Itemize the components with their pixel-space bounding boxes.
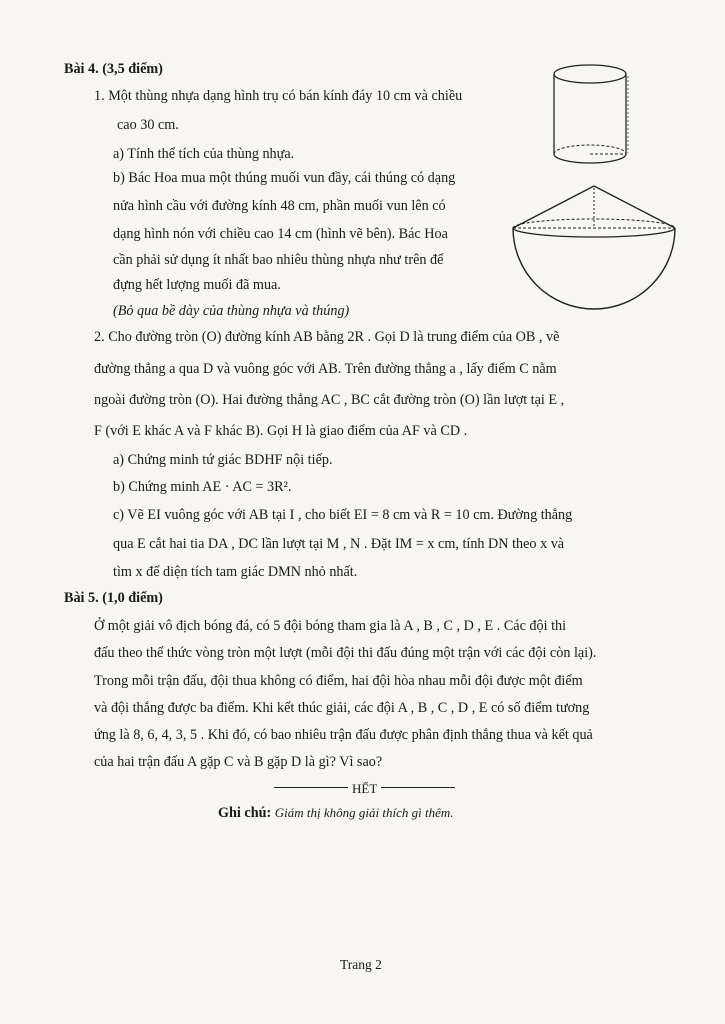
page-number: Trang 2: [340, 957, 382, 972]
end-rule-left: [274, 787, 348, 788]
p2-b: b) Chứng minh AE · AC = 3R².: [113, 479, 292, 495]
end-rule-right: [381, 787, 455, 788]
p1-note: (Bỏ qua bề dày của thùng nhựa và thúng): [113, 303, 350, 319]
bai5-line4: và đội thắng được ba điểm. Khi kết thúc giải, các đội A , B , C , D , E có số điểm tương: [94, 700, 590, 716]
p1-a: a) Tính thể tích của thùng nhựa.: [113, 146, 295, 162]
p2-c2: qua E cắt hai tia DA , DC lần lượt tại M , N . Đặt IM = x cm, tính DN theo x và: [113, 536, 565, 552]
p1-b2: nửa hình cầu với đường kính 48 cm, phần muối vun lên có: [113, 198, 446, 214]
note-label: Ghi chú:: [218, 805, 272, 821]
p1-b3: dạng hình nón với chiều cao 14 cm (hình vẽ bên). Bác Hoa: [113, 226, 448, 242]
p2-line3: ngoài đường tròn (O). Hai đường thẳng AC , BC cắt đường tròn (O) lần lượt tại E ,: [94, 392, 565, 408]
p1-line2: cao 30 cm.: [117, 117, 179, 133]
end-mark: HẾT: [352, 781, 378, 796]
note-row: [218, 803, 454, 823]
p1-b1: b) Bác Hoa mua một thúng muối vun đầy, cái thúng có dạng: [113, 170, 456, 186]
p2-c1: c) Vẽ EI vuông góc với AB tại I , cho biết EI = 8 cm và R = 10 cm. Đường thẳng: [113, 507, 573, 523]
bai5-line2: đấu theo thể thức vòng tròn một lượt (mỗi đội thi đấu đúng một trận với các đội còn lại).: [94, 645, 597, 661]
bai5-line6: của hai trận đấu A gặp C và B gặp D là gì? Vì sao?: [94, 754, 383, 770]
p2-line4: F (với E khác A và F khác B). Gọi H là giao điểm của AF và CD .: [94, 423, 468, 439]
p2-a: a) Chứng minh tứ giác BDHF nội tiếp.: [113, 452, 333, 468]
bai4-heading: Bài 4. (3,5 điểm): [64, 61, 163, 77]
bai5-line5: ứng là 8, 6, 4, 3, 5 . Khi đó, có bao nhiêu trận đấu được phân định thắng thua và kết quả: [94, 727, 593, 743]
p2-line1: 2. Cho đường tròn (O) đường kính AB bằng 2R . Gọi D là trung điểm của OB , vẽ: [94, 329, 560, 345]
p1-b4: cần phải sử dụng ít nhất bao nhiêu thùng nhựa như trên để: [113, 252, 444, 268]
bowl-cone-figure: [508, 184, 678, 319]
p2-line2: đường thẳng a qua D và vuông góc với AB. Trên đường thẳng a , lấy điểm C nằm: [94, 361, 557, 377]
end-mark-row: [270, 779, 459, 799]
bai5-line3: Trong mỗi trận đấu, đội thua không có điểm, hai đội hòa nhau mỗi đội được một điểm: [94, 673, 583, 689]
p2-c3: tìm x để diện tích tam giác DMN nhỏ nhất.: [113, 564, 358, 580]
bai5-line1: Ở một giải vô địch bóng đá, có 5 đội bóng tham gia là A , B , C , D , E . Các đội thi: [94, 618, 567, 634]
cylinder-figure: [545, 62, 665, 177]
p1-line1: 1. Một thùng nhựa dạng hình trụ có bán kính đáy 10 cm và chiều: [94, 88, 463, 104]
p1-b5: đựng hết lượng muối đã mua.: [113, 277, 281, 293]
bai5-heading: Bài 5. (1,0 điểm): [64, 590, 163, 606]
note-text: Giám thị không giải thích gì thêm.: [274, 805, 454, 820]
